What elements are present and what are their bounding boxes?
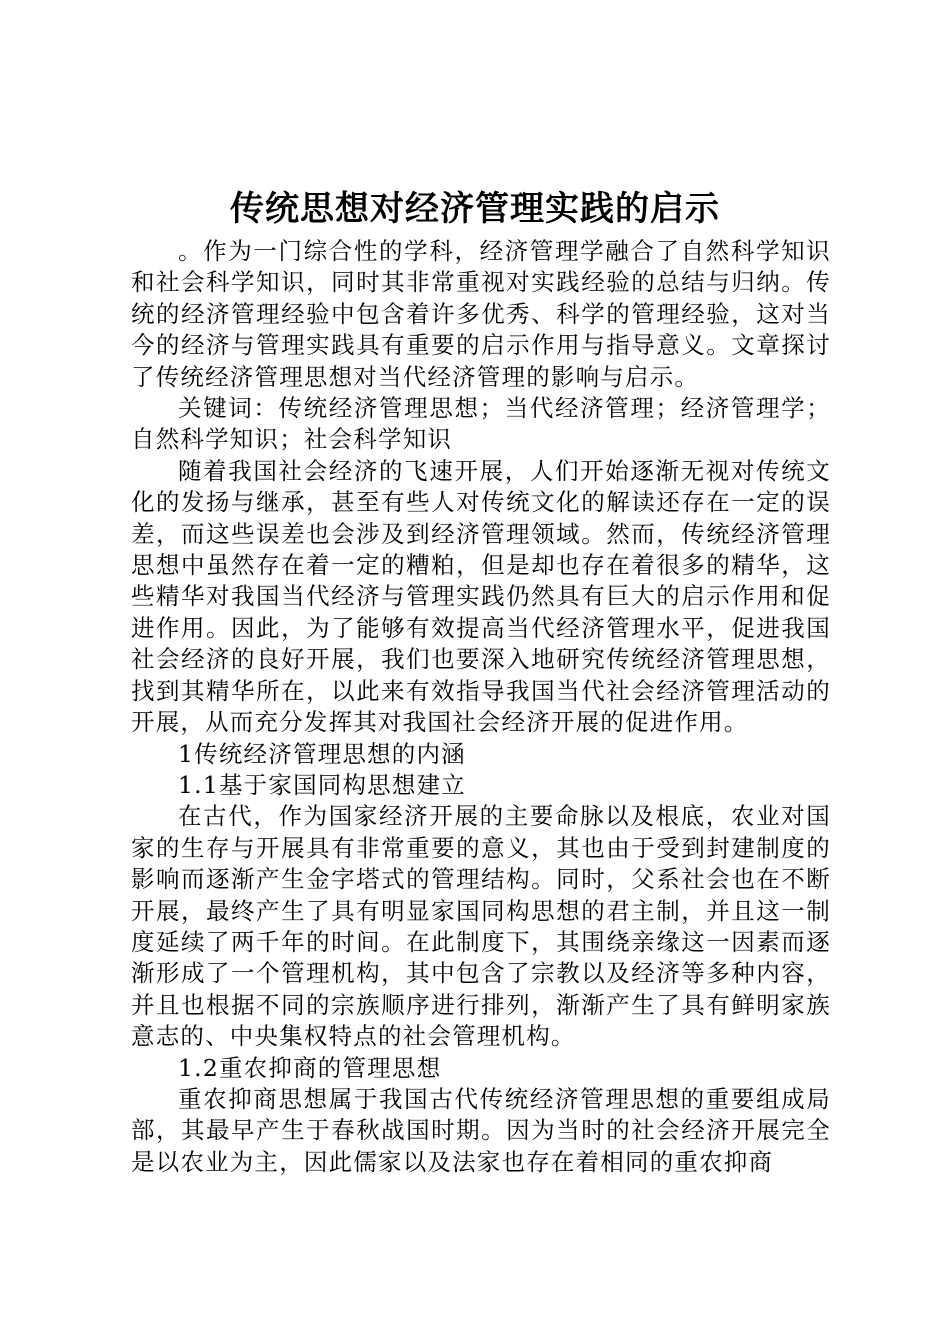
keywords-paragraph: 关键词：传统经济管理思想；当代经济管理；经济管理学；自然科学知识；社会科学知识 (131, 394, 831, 454)
body-paragraph: 重农抑商思想属于我国古代传统经济管理思想的重要组成局部，其最早产生于春秋战国时期。因为当时的社会经济开展完全是以农业为主，因此儒家以及法家也存在着相同的重农抑商 (131, 1084, 831, 1176)
document-body (131, 236, 831, 1178)
section-heading: 1传统经济管理思想的内涵 (178, 739, 466, 768)
document-title: 传统思想对经济管理实践的启示 (230, 189, 720, 229)
abstract-paragraph: 。作为一门综合性的学科，经济管理学融合了自然科学知识和社会科学知识，同时其非常重视对实践经验的总结与归纳。传统的经济管理经验中包含着许多优秀、科学的管理经验，这对当今的经济与管理实践具有重要的启示作用与指导意义。文章探讨了传统经济管理思想对当代经济管理的影响与启示。 (131, 237, 831, 391)
subsection-heading: 1.2重农抑商的管理思想 (178, 1053, 442, 1082)
intro-paragraph: 随着我国社会经济的飞速开展，人们开始逐渐无视对传统文化的发扬与继承，甚至有些人对传统文化的解读还存在一定的误差，而这些误差也会涉及到经济管理领域。然而，传统经济管理思想中虽然存在着一定的糟粕，但是却也存在着很多的精华，这些精华对我国当代经济与管理实践仍然具有巨大的启示作用和促进作用。因此，为了能够有效提高当代经济管理水平，促进我国社会经济的良好开展，我们也要深入地研究传统经济管理思想，找到其精华所在，以此来有效指导我国当代社会经济管理活动的开展，从而充分发挥其对我国社会经济开展的促进作用。 (131, 456, 831, 737)
body-paragraph: 在古代，作为国家经济开展的主要命脉以及根底，农业对国家的生存与开展具有非常重要的意义，其也由于受到封建制度的影响而逐渐产生金字塔式的管理结构。同时，父系社会也在不断开展，最终产生了具有明显家国同构思想的君主制，并且这一制度延续了两千年的时间。在此制度下，其围绕亲缘这一因素而逐渐形成了一个管理机构，其中包含了宗教以及经济等多种内容，并且也根据不同的宗族顺序进行排列，渐渐产生了具有鲜明家族意志的、中央集权特点的社会管理机构。 (131, 802, 831, 1051)
subsection-heading: 1.1基于家国同构思想建立 (178, 770, 466, 799)
